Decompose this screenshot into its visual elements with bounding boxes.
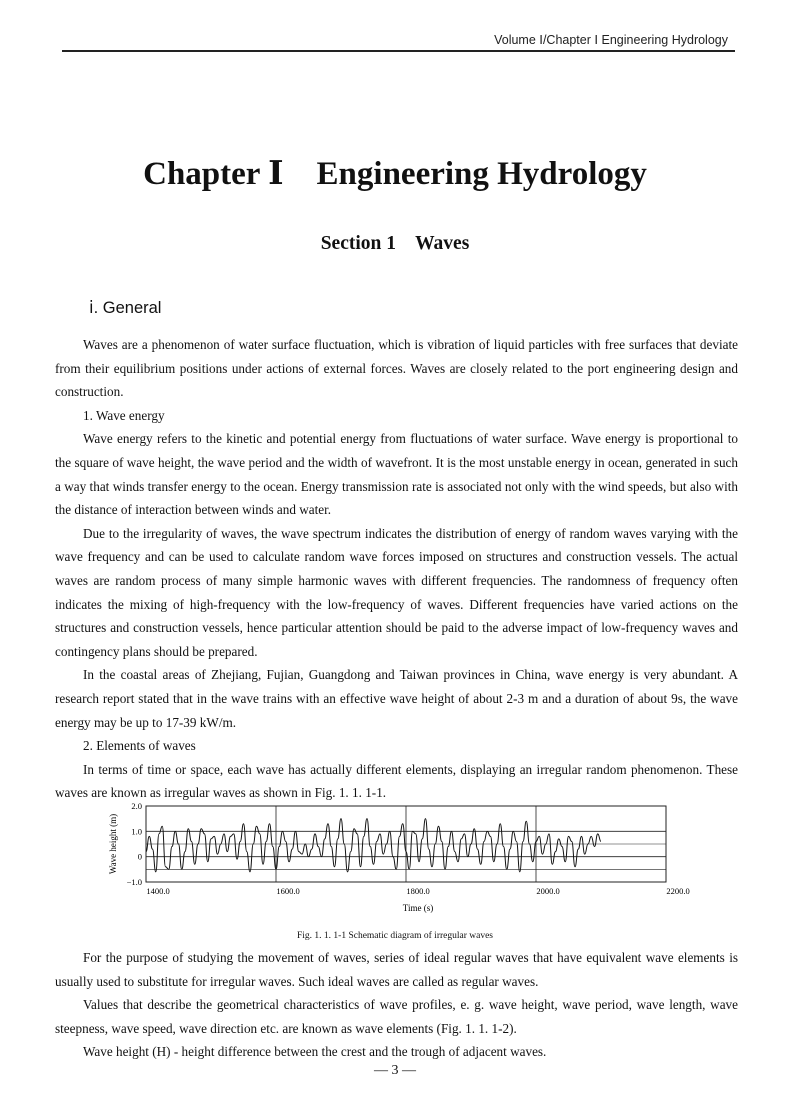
y-tick-label: 2.0 bbox=[131, 801, 142, 811]
y-tick-label: −1.0 bbox=[126, 877, 142, 887]
x-tick-label: 2000.0 bbox=[536, 886, 560, 896]
y-tick-label: 1.0 bbox=[131, 826, 142, 837]
x-tick-label: 1600.0 bbox=[276, 886, 300, 896]
paragraph: In terms of time or space, each wave has actually different elements, displaying an irregular random phenomenon. These waves are known as irregular waves as shown in Fig. 1. 1. 1-1. bbox=[55, 761, 738, 801]
numbered-heading: 2. Elements of waves bbox=[83, 738, 196, 754]
x-axis-label: Time (s) bbox=[402, 903, 434, 913]
x-tick-label: 1400.0 bbox=[146, 886, 170, 896]
running-head: Volume Ⅰ/Chapter Ⅰ Engineering Hydrology bbox=[494, 33, 728, 47]
paragraph: Wave energy refers to the kinetic and potential energy from fluctuations of water surface. Wave energy is proportional to the square of wave height, the wave period and the width of wavefront. It is the most unstable energy in ocean, generated in such a way that winds transfer energy to the ocean. Energy transmission rate is associated not only with the wind speeds, but also with the distance of interaction between winds and water. bbox=[55, 431, 738, 518]
paragraph: Waves are a phenomenon of water surface fluctuation, which is vibration of liquid particles with free surfaces that deviate from their equilibrium positions under actions of external forces. Waves are closely related to the port engineering design and construction. bbox=[55, 337, 738, 400]
page-number: — 3 — bbox=[374, 1063, 416, 1078]
body-text bbox=[55, 333, 738, 805]
y-axis-label: Wave height (m) bbox=[108, 813, 118, 875]
numbered-heading: 1. Wave energy bbox=[83, 407, 165, 423]
paragraph: Values that describe the geometrical characteristics of wave profiles, e. g. wave height, wave period, wave length, wave steepness, wave speed, wave direction etc. are known as wave elements (Fig. 1. 1. 1-2). bbox=[55, 997, 738, 1036]
series-line bbox=[146, 819, 601, 872]
paragraph: Due to the irregularity of waves, the wave spectrum indicates the distribution of energy of random waves varying with the wave frequency and can be used to calculate random wave forces imposed on structures and construction vessels. The actual waves are random process of many simple harmonic waves with different frequencies. The randomness of frequency often indicates the mixing of high-frequency with the low-frequency of waves. Different frequencies have varied actions on the structures and construction vessels, hence particular attention should be paid to the adverse impact of low-frequency waves and contingency plans should be prepared. bbox=[55, 525, 738, 659]
header-rule bbox=[62, 50, 735, 52]
paragraph: For the purpose of studying the movement of waves, series of ideal regular waves that have equivalent wave elements is usually used to substitute for irregular waves. Such ideal waves are called as regular waves. bbox=[55, 950, 738, 989]
x-tick-label: 1800.0 bbox=[406, 886, 430, 896]
paragraph: Wave height (H) - height difference between the crest and the trough of adjacent waves. bbox=[83, 1044, 547, 1060]
subsection-heading: ⅰ. General bbox=[89, 299, 162, 317]
paragraph: In the coastal areas of Zhejiang, Fujian, Guangdong and Taiwan provinces in China, wave energy is very abundant. A research report stated that in the wave trains with an effective wave height of about 2-3 m and a duration of about 9s, the wave energy may be up to 17-39 kW/m. bbox=[55, 667, 738, 730]
figure-caption: Fig. 1. 1. 1-1 Schematic diagram of irregular waves bbox=[296, 931, 493, 941]
body-text-continued bbox=[55, 946, 738, 1064]
y-tick-label: 0 bbox=[137, 851, 142, 862]
x-tick-label: 2200.0 bbox=[666, 886, 690, 896]
chapter-title: Chapter Ⅰ Engineering Hydrology bbox=[143, 156, 647, 192]
irregular-wave-chart bbox=[104, 800, 704, 920]
section-title: Section 1 Waves bbox=[320, 233, 470, 254]
